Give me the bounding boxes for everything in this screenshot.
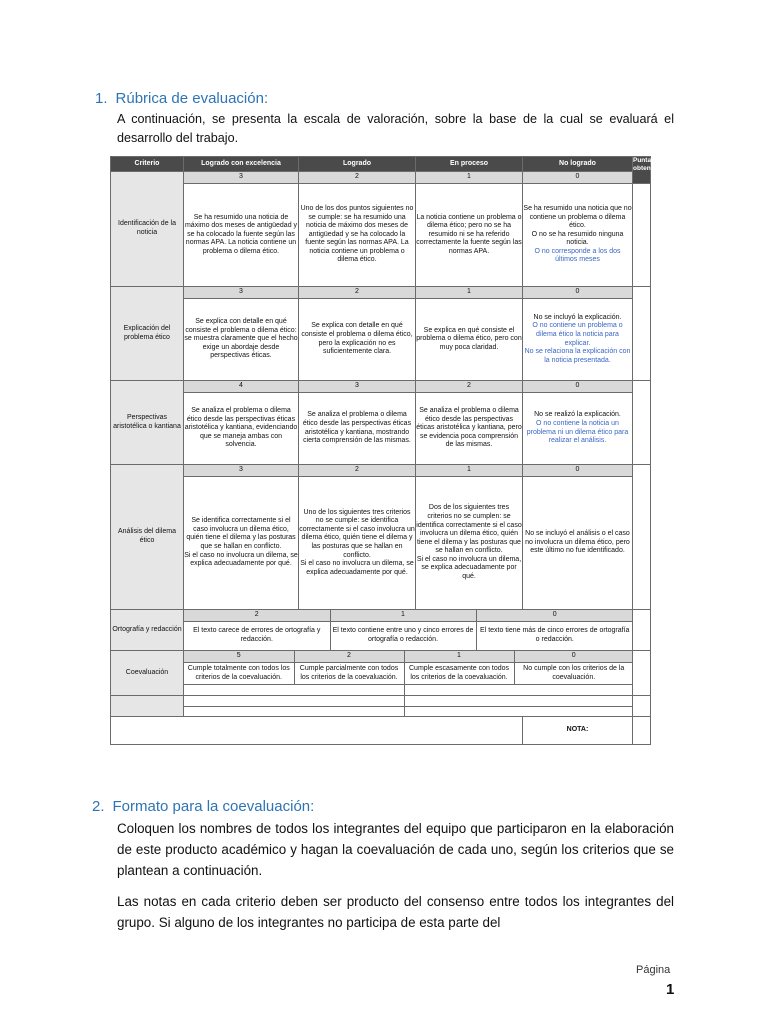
descriptor-cell <box>523 184 633 287</box>
nota-label: NOTA: <box>523 717 633 745</box>
coevaluacion-grid <box>184 651 633 696</box>
criterion-coevaluacion: Coevaluación <box>111 651 184 696</box>
rubric-row-coevaluacion <box>111 651 651 696</box>
rubric-header-row <box>111 157 651 172</box>
rubric-nota-row <box>111 717 651 745</box>
descriptor-text: Si el caso no involucra un dilema, se explica adecuadamente por qué. <box>300 560 414 576</box>
score-cell: 0 <box>523 465 633 477</box>
descriptor-cell: Se ha resumido una noticia de máximo dos meses de antigüedad y se ha colocado la fuente según las normas APA. La noticia contiene un problema o dilema ético. <box>184 184 299 287</box>
descriptor-cell <box>416 477 523 610</box>
ortografia-grid <box>184 610 633 651</box>
descriptor-cell: Se analiza el problema o dilema ético desde las perspectivas éticas aristotélica y kantiana, evidenciando que se maneja ambas con solvencia. <box>184 393 299 465</box>
puntaje-cell[interactable] <box>633 381 651 465</box>
score-cell: 1 <box>416 287 523 299</box>
score-cell: 3 <box>184 465 299 477</box>
descriptor-cell: La noticia contiene un problema o dilema ético; pero no se ha resumido ni se ha referido correctamente la fuente según las normas APA. <box>416 184 523 287</box>
empty-subtable <box>184 696 633 716</box>
score-cell: 0 <box>523 381 633 393</box>
descriptor-cell: Cumple totalmente con todos los criterios de la coevaluación. <box>184 663 294 685</box>
score-cell: 2 <box>299 287 416 299</box>
empty-cell <box>404 685 633 695</box>
descriptor-text: Se identifica correctamente si el caso involucra un dilema ético, quién tiene el dilema y las posturas que se hallan en conflicto. <box>186 517 296 550</box>
rubric-table <box>110 156 661 745</box>
coevaluacion-subtable <box>184 651 633 695</box>
descriptor-text-blue: O no corresponde a los dos últimos meses <box>534 247 621 264</box>
descriptor-cell: El texto carece de errores de ortografía y redacción. <box>184 622 330 650</box>
header-en-proceso: En proceso <box>416 157 523 172</box>
nota-spacer <box>111 717 523 745</box>
score-cell: 1 <box>330 610 476 622</box>
descriptor-cell: Cumple escasamente con todos los criterios de la coevaluación. <box>404 663 514 685</box>
score-cell: 3 <box>299 381 416 393</box>
descriptor-text: O no se ha resumido ninguna noticia. <box>531 230 624 247</box>
header-no-logrado: No logrado <box>523 157 633 172</box>
rubric-row <box>111 393 651 465</box>
puntaje-cell[interactable] <box>633 651 651 696</box>
descriptor-cell <box>523 393 633 465</box>
descriptor-cell: Se explica con detalle en qué consiste el problema o dilema ético, pero la explicación no es suficientemente clara. <box>299 299 416 381</box>
criterion-identificacion: Identificación de la noticia <box>111 172 184 287</box>
score-cell: 2 <box>416 381 523 393</box>
score-cell: 2 <box>294 651 404 663</box>
descriptor-text: No se incluyó la explicación. <box>533 313 622 321</box>
criterion-explicacion: Explicación del problema ético <box>111 287 184 381</box>
empty-cell <box>404 696 633 706</box>
empty-cell <box>184 696 404 706</box>
puntaje-cell[interactable] <box>633 465 651 610</box>
rubric-row-ortografia <box>111 610 651 651</box>
descriptor-text: Uno de los siguientes tres criterios no se cumple: se identifica correctamente si el caso involucra un dilema ético, quién tiene el dilema y las posturas que se hallan en conflicto. <box>299 508 415 559</box>
rubric-empty-row <box>111 696 651 717</box>
criterion-analisis: Análisis del dilema ético <box>111 465 184 610</box>
header-criterio: Criterio <box>111 157 184 172</box>
descriptor-text-blue: No se relaciona la explicación con la noticia presentada. <box>524 348 631 364</box>
empty-cell <box>184 685 404 695</box>
descriptor-text: No se realizó la explicación. <box>534 411 621 419</box>
descriptor-cell: Se analiza el problema o dilema ético desde las perspectivas éticas aristotélica y kantiana, mostrando cierta comprensión de las mismas. <box>299 393 416 465</box>
descriptor-cell <box>299 477 416 610</box>
ortografia-subtable <box>184 610 633 650</box>
score-cell: 0 <box>523 172 633 184</box>
descriptor-cell: Se explica en qué consiste el problema o dilema ético, pero con muy poca claridad. <box>416 299 523 381</box>
score-cell: 0 <box>523 287 633 299</box>
empty-grid <box>184 696 633 717</box>
nota-value-cell[interactable] <box>633 717 651 745</box>
descriptor-cell: El texto tiene más de cinco errores de ortografía o redacción. <box>476 622 633 650</box>
descriptor-text-blue: O no contiene la noticia un problema ni un dilema ético para realizar el análisis. <box>526 419 629 445</box>
rubric-scores-row <box>111 172 651 184</box>
descriptor-cell: El texto contiene entre uno y cinco errores de ortografía o redacción. <box>330 622 476 650</box>
rubric-row <box>111 299 651 381</box>
score-cell: 0 <box>476 610 633 622</box>
header-excelencia: Logrado con excelencia <box>184 157 299 172</box>
section-1-title: Rúbrica de evaluación: <box>115 90 269 107</box>
header-logrado: Logrado <box>299 157 416 172</box>
descriptor-cell: No se incluyó el análisis o el caso no involucra un dilema ético, pero este último no fue identificado. <box>523 477 633 610</box>
empty-cell <box>404 706 633 716</box>
descriptor-cell: Uno de los dos puntos siguientes no se cumple: se ha resumido una noticia de máximo dos meses de antigüedad y se ha colocado la fuente según las normas APA. La noticia contiene un problema o dilema ético. <box>299 184 416 287</box>
score-cell: 1 <box>416 465 523 477</box>
puntaje-cell[interactable] <box>633 610 651 651</box>
section-1-heading <box>95 90 268 107</box>
descriptor-text-blue: O no contiene un problema o dilema ético la noticia para explicar. <box>532 322 623 347</box>
score-cell: 1 <box>416 172 523 184</box>
page-number: 1 <box>666 981 675 998</box>
descriptor-cell <box>184 477 299 610</box>
section-2-title: Formato para la coevaluación: <box>112 798 315 815</box>
score-cell: 4 <box>184 381 299 393</box>
empty-criterion-cell <box>111 696 184 717</box>
score-cell: 1 <box>404 651 514 663</box>
rubric-scores-row <box>111 465 651 477</box>
puntaje-cell[interactable] <box>633 287 651 381</box>
criterion-ortografia: Ortografía y redacción <box>111 610 184 651</box>
criterion-perspectivas: Perspectivas aristotélica o kantiana <box>111 381 184 465</box>
page-label: Página <box>636 964 671 976</box>
score-cell: 3 <box>184 287 299 299</box>
descriptor-cell: No cumple con los criterios de la coevaluación. <box>514 663 633 685</box>
rubric-row <box>111 184 651 287</box>
descriptor-text: Si el caso no involucra un dilema, se explica adecuadamente por qué. <box>416 555 522 581</box>
descriptor-cell: Cumple parcialmente con todos los criterios de la coevaluación. <box>294 663 404 685</box>
empty-cell <box>184 706 404 716</box>
descriptor-cell <box>523 299 633 381</box>
section-2-number: 2. <box>92 798 105 815</box>
header-puntaje: Puntaje obtenido <box>633 157 651 184</box>
rubric-scores-row <box>111 381 651 393</box>
score-cell: 3 <box>184 172 299 184</box>
rubric-row <box>111 477 651 610</box>
section-2-heading <box>92 798 314 815</box>
descriptor-text: Se ha resumido una noticia que no contiene un problema o dilema ético. <box>523 204 632 230</box>
rubric-scores-row <box>111 287 651 299</box>
section-2-paragraph-1: Coloquen los nombres de todos los integrantes del equipo que participaron en la elaboración de este producto académico y hagan la coevaluación de cada uno, según los criterios que se plantean a continuación. <box>117 821 674 878</box>
descriptor-text: Dos de los siguientes tres criterios no se cumplen: se identifica correctamente si el caso involucra un dilema ético, quién tiene el dilema y las posturas que se hallan en conflicto. <box>416 504 522 555</box>
section-1-number: 1. <box>95 90 108 107</box>
descriptor-cell: Se analiza el problema o dilema ético desde las perspectivas éticas aristotélica y kantiana, pero se evidencia poca comprensión de las mismas. <box>416 393 523 465</box>
score-cell: 2 <box>299 172 416 184</box>
descriptor-cell: Se explica con detalle en qué consiste el problema o dilema ético: se muestra claramente que el hecho exige un abordaje desde perspectivas éticas. <box>184 299 299 381</box>
section-1-intro: A continuación, se presenta la escala de valoración, sobre la base de la cual se evaluará el desarrollo del trabajo. <box>117 112 674 145</box>
puntaje-cell[interactable] <box>633 184 651 287</box>
section-2-paragraph-2: Las notas en cada criterio deben ser producto del consenso entre todos los integrantes del grupo. Si alguno de los integrantes no participa de esta parte del <box>117 894 674 930</box>
score-cell: 5 <box>184 651 294 663</box>
puntaje-cell[interactable] <box>633 696 651 717</box>
descriptor-text: Si el caso no involucra un dilema, se explica adecuadamente por qué. <box>184 551 298 568</box>
score-cell: 2 <box>299 465 416 477</box>
score-cell: 0 <box>514 651 633 663</box>
score-cell: 2 <box>184 610 330 622</box>
